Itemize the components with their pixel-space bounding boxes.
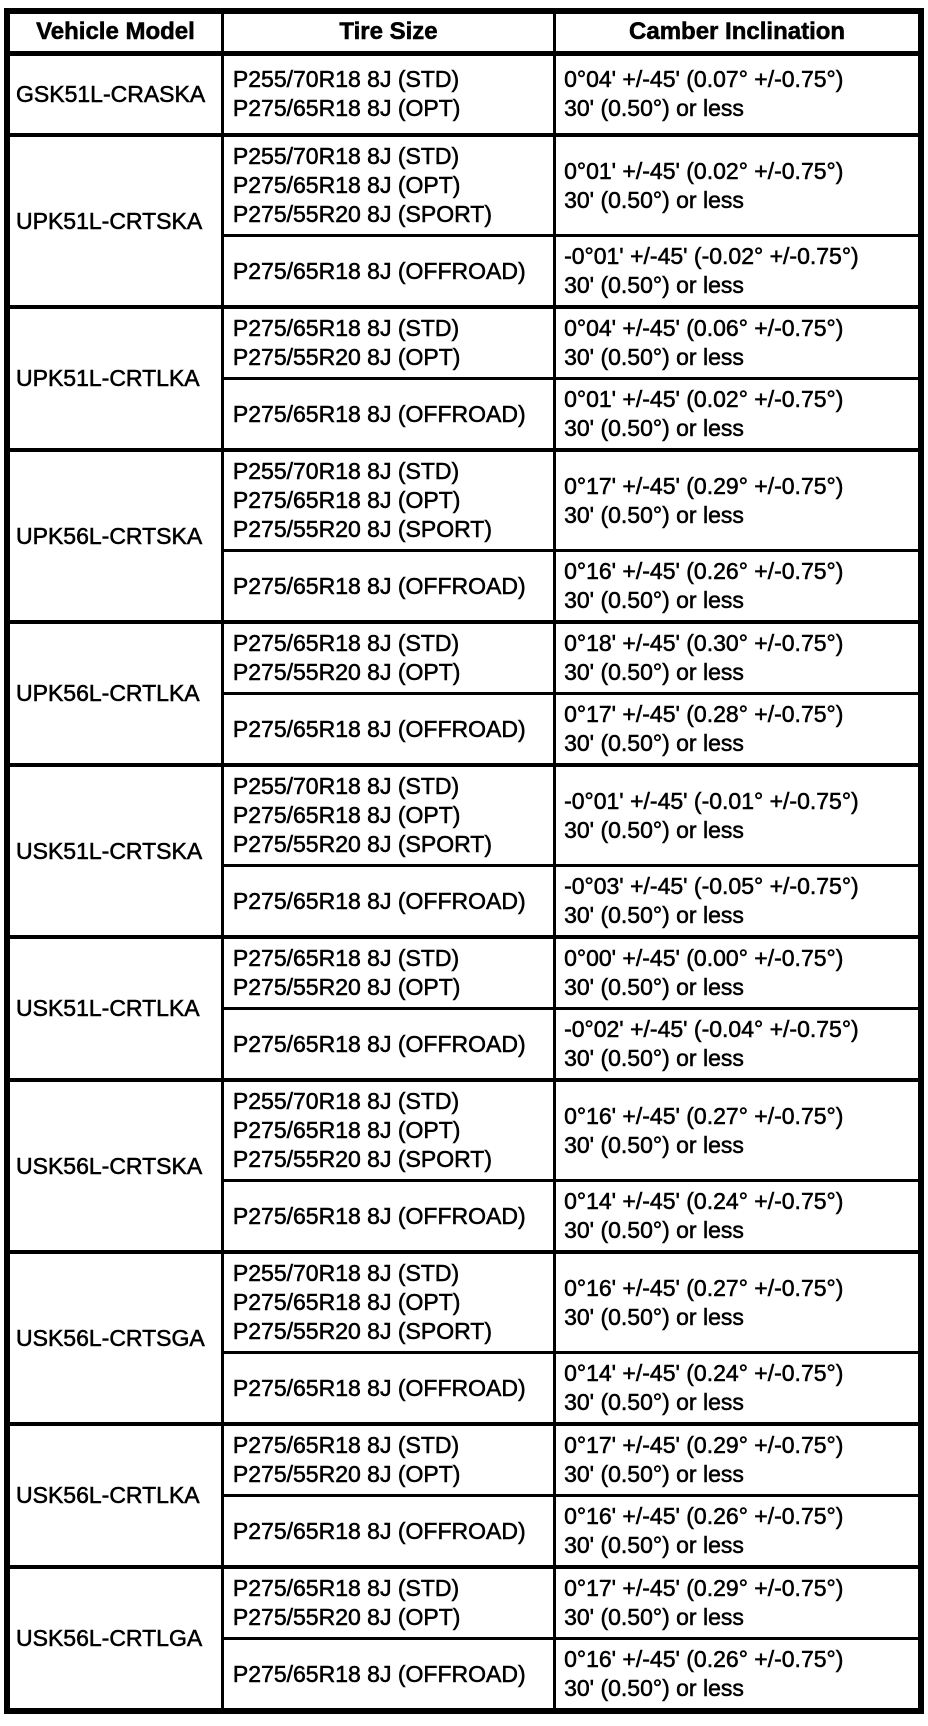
camber-line: 30' (0.50°) or less [564, 272, 744, 298]
tire-size-line: P275/55R20 8J (OPT) [232, 1461, 461, 1487]
camber-line: 30' (0.50°) or less [564, 1532, 744, 1558]
table-row [7, 53, 921, 135]
vehicle-model-cell: UPK56L-CRTSKA [7, 450, 222, 622]
tire-size-cell [222, 694, 554, 766]
camber-line: 30' (0.50°) or less [564, 974, 744, 1000]
tire-size-line: P255/70R18 8J (STD) [232, 66, 460, 93]
camber-line: -0°02' +/-45' (-0.04° +/-0.75°) [564, 1016, 859, 1042]
tire-size-line: P275/55R20 8J (SPORT) [232, 831, 492, 857]
camber-line: 30' (0.50°) or less [564, 1045, 744, 1071]
camber-line: 0°00' +/-45' (0.00° +/-0.75°) [564, 945, 844, 971]
camber-inclination-cell [555, 622, 921, 694]
camber-line: 30' (0.50°) or less [564, 1604, 744, 1630]
tire-size-line: P275/65R18 8J (OPT) [232, 1289, 461, 1315]
camber-inclination-cell [555, 1496, 921, 1568]
tire-size-cell [222, 1496, 554, 1568]
tire-size-line: P275/55R20 8J (SPORT) [232, 1318, 492, 1344]
tire-size-line: P275/65R18 8J (OPT) [232, 802, 461, 828]
tire-size-cell [222, 1639, 554, 1712]
tire-size-cell [222, 1009, 554, 1081]
camber-line: 30' (0.50°) or less [564, 659, 744, 685]
tire-size-line: P275/55R20 8J (OPT) [232, 344, 461, 370]
camber-inclination-cell [555, 1353, 921, 1425]
tire-size-line: P255/70R18 8J (STD) [232, 143, 460, 169]
camber-line: 0°16' +/-45' (0.26° +/-0.75°) [564, 1646, 844, 1672]
table-row [7, 622, 921, 694]
spec-table-body [7, 53, 921, 1711]
tire-size-line: P255/70R18 8J (STD) [232, 773, 460, 799]
tire-size-cell [222, 1567, 554, 1639]
camber-line: 30' (0.50°) or less [564, 344, 744, 370]
camber-line: 30' (0.50°) or less [564, 1217, 744, 1243]
table-row [7, 1567, 921, 1639]
camber-line: -0°01' +/-45' (-0.02° +/-0.75°) [564, 243, 859, 269]
tire-size-cell [222, 937, 554, 1009]
tire-size-cell [222, 1080, 554, 1181]
camber-line: 30' (0.50°) or less [564, 501, 744, 528]
table-row [7, 1424, 921, 1496]
tire-size-line: P275/65R18 8J (OPT) [232, 487, 461, 513]
tire-size-line: P275/65R18 8J (OFFROAD) [232, 257, 526, 284]
camber-line: 0°01' +/-45' (0.02° +/-0.75°) [564, 157, 844, 184]
tire-size-line: P275/65R18 8J (OFFROAD) [232, 1202, 526, 1229]
table-row [7, 307, 921, 379]
tire-size-line: P275/55R20 8J (SPORT) [232, 1146, 492, 1172]
tire-size-cell [222, 622, 554, 694]
camber-line: 0°18' +/-45' (0.30° +/-0.75°) [564, 630, 844, 656]
vehicle-model-cell: USK56L-CRTLKA [7, 1424, 222, 1567]
camber-inclination-cell [555, 1009, 921, 1081]
tire-size-cell [222, 1181, 554, 1253]
table-row [7, 937, 921, 1009]
col-header-tire-size: Tire Size [222, 11, 554, 53]
camber-inclination-cell [555, 1424, 921, 1496]
tire-size-cell [222, 1252, 554, 1353]
tire-size-line: P275/65R18 8J (STD) [232, 630, 460, 656]
camber-inclination-cell [555, 379, 921, 451]
tire-size-line: P275/65R18 8J (OFFROAD) [232, 1660, 526, 1687]
vehicle-model-cell: USK51L-CRTSKA [7, 765, 222, 937]
col-header-camber-inclination: Camber Inclination [555, 11, 921, 53]
camber-inclination-cell [555, 1080, 921, 1181]
tire-size-line: P275/65R18 8J (OPT) [232, 172, 461, 198]
camber-inclination-cell [555, 236, 921, 308]
camber-line: 0°14' +/-45' (0.24° +/-0.75°) [564, 1360, 844, 1386]
camber-line: 30' (0.50°) or less [564, 1131, 744, 1158]
camber-line: 0°16' +/-45' (0.27° +/-0.75°) [564, 1274, 844, 1301]
tire-size-cell [222, 307, 554, 379]
table-row [7, 1252, 921, 1353]
camber-inclination-cell [555, 1252, 921, 1353]
camber-inclination-cell [555, 1567, 921, 1639]
tire-size-cell [222, 135, 554, 236]
camber-inclination-cell [555, 1181, 921, 1253]
camber-line: 0°01' +/-45' (0.02° +/-0.75°) [564, 386, 844, 412]
camber-line: 30' (0.50°) or less [564, 816, 744, 843]
tire-size-line: P275/65R18 8J (STD) [232, 1575, 460, 1601]
tire-size-cell [222, 765, 554, 866]
camber-line: 30' (0.50°) or less [564, 1461, 744, 1487]
camber-line: 0°14' +/-45' (0.24° +/-0.75°) [564, 1188, 844, 1214]
tire-size-cell [222, 236, 554, 308]
camber-inclination-cell [555, 307, 921, 379]
tire-size-line: P255/70R18 8J (STD) [232, 458, 460, 484]
camber-line: 0°17' +/-45' (0.28° +/-0.75°) [564, 701, 844, 727]
table-row [7, 135, 921, 236]
camber-spec-table [4, 8, 924, 1714]
camber-inclination-cell [555, 866, 921, 938]
table-row [7, 450, 921, 551]
tire-size-line: P275/65R18 8J (OPT) [232, 95, 461, 122]
camber-line: 30' (0.50°) or less [564, 1389, 744, 1415]
camber-line: 0°17' +/-45' (0.29° +/-0.75°) [564, 1432, 844, 1458]
tire-size-cell [222, 866, 554, 938]
tire-size-line: P275/65R18 8J (OFFROAD) [232, 1517, 526, 1544]
camber-line: 30' (0.50°) or less [564, 730, 744, 756]
camber-line: 0°16' +/-45' (0.26° +/-0.75°) [564, 1503, 844, 1529]
tire-size-cell [222, 1353, 554, 1425]
vehicle-model-cell: USK51L-CRTLKA [7, 937, 222, 1080]
tire-size-line: P275/65R18 8J (OFFROAD) [232, 715, 526, 742]
vehicle-model-cell: GSK51L-CRASKA [7, 53, 222, 135]
vehicle-model-cell: USK56L-CRTSKA [7, 1080, 222, 1252]
tire-size-line: P275/65R18 8J (OPT) [232, 1117, 461, 1143]
tire-size-line: P275/65R18 8J (OFFROAD) [232, 400, 526, 427]
col-header-vehicle-model: Vehicle Model [7, 11, 222, 53]
tire-size-cell [222, 551, 554, 623]
tire-size-line: P255/70R18 8J (STD) [232, 1260, 460, 1286]
camber-line: 0°17' +/-45' (0.29° +/-0.75°) [564, 1575, 844, 1601]
tire-size-line: P275/65R18 8J (STD) [232, 315, 460, 341]
camber-inclination-cell [555, 450, 921, 551]
tire-size-line: P275/55R20 8J (OPT) [232, 974, 461, 1000]
camber-line: -0°01' +/-45' (-0.01° +/-0.75°) [564, 787, 859, 814]
tire-size-line: P275/55R20 8J (SPORT) [232, 201, 492, 227]
vehicle-model-cell: USK56L-CRTLGA [7, 1567, 222, 1711]
camber-line: 0°04' +/-45' (0.06° +/-0.75°) [564, 315, 844, 341]
camber-inclination-cell [555, 694, 921, 766]
tire-size-line: P275/65R18 8J (OFFROAD) [232, 572, 526, 599]
tire-size-line: P275/55R20 8J (OPT) [232, 1604, 461, 1630]
tire-size-line: P275/65R18 8J (STD) [232, 1432, 460, 1458]
camber-line: 30' (0.50°) or less [564, 902, 744, 928]
tire-size-line: P275/55R20 8J (OPT) [232, 659, 461, 685]
camber-line: 0°16' +/-45' (0.27° +/-0.75°) [564, 1102, 844, 1129]
tire-size-line: P275/55R20 8J (SPORT) [232, 516, 492, 542]
camber-line: 0°04' +/-45' (0.07° +/-0.75°) [564, 66, 844, 93]
tire-size-line: P255/70R18 8J (STD) [232, 1088, 460, 1114]
camber-line: 0°16' +/-45' (0.26° +/-0.75°) [564, 558, 844, 584]
camber-line: 0°17' +/-45' (0.29° +/-0.75°) [564, 472, 844, 499]
table-header [7, 11, 921, 53]
table-row [7, 765, 921, 866]
camber-inclination-cell [555, 135, 921, 236]
tire-size-cell [222, 450, 554, 551]
tire-size-cell [222, 1424, 554, 1496]
camber-line: 30' (0.50°) or less [564, 186, 744, 213]
vehicle-model-cell: UPK51L-CRTLKA [7, 307, 222, 450]
vehicle-model-cell: USK56L-CRTSGA [7, 1252, 222, 1424]
camber-inclination-cell [555, 765, 921, 866]
tire-size-cell [222, 53, 554, 135]
camber-line: 30' (0.50°) or less [564, 95, 744, 122]
camber-line: 30' (0.50°) or less [564, 587, 744, 613]
tire-size-line: P275/65R18 8J (OFFROAD) [232, 887, 526, 914]
vehicle-model-cell: UPK56L-CRTLKA [7, 622, 222, 765]
header-row [7, 11, 921, 53]
camber-line: 30' (0.50°) or less [564, 1303, 744, 1330]
table-row [7, 1080, 921, 1181]
vehicle-model-cell: UPK51L-CRTSKA [7, 135, 222, 307]
camber-inclination-cell [555, 1639, 921, 1712]
camber-line: 30' (0.50°) or less [564, 415, 744, 441]
tire-size-line: P275/65R18 8J (STD) [232, 945, 460, 971]
camber-inclination-cell [555, 937, 921, 1009]
tire-size-cell [222, 379, 554, 451]
camber-line: 30' (0.50°) or less [564, 1675, 744, 1701]
camber-inclination-cell [555, 53, 921, 135]
tire-size-line: P275/65R18 8J (OFFROAD) [232, 1030, 526, 1057]
camber-inclination-cell [555, 551, 921, 623]
tire-size-line: P275/65R18 8J (OFFROAD) [232, 1374, 526, 1401]
camber-line: -0°03' +/-45' (-0.05° +/-0.75°) [564, 873, 859, 899]
